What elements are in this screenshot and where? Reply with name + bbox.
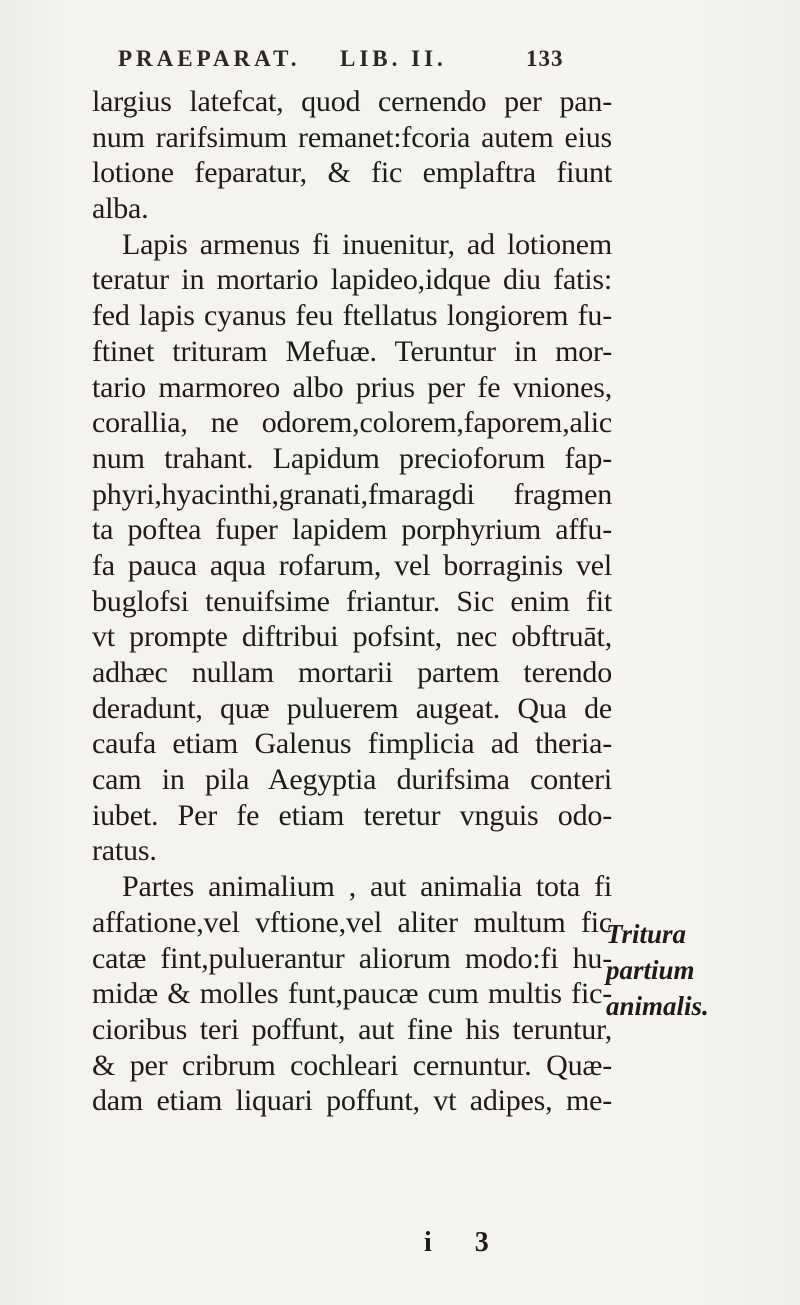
text-line: Partes animalium , aut animalia tota fi [122, 870, 612, 904]
text-line: affatione,vel vftione,vel aliter multum fic [92, 905, 612, 939]
text-line: midæ & molles funt,paucæ cum multis fic- [92, 977, 612, 1011]
text-line: lotione feparatur, & fic emplaftra fiunt [92, 156, 612, 190]
text-line: largius latefcat, quod cernendo per pan- [92, 85, 612, 118]
text-line: teratur in mortario lapideo,idque diu fatis: [92, 263, 612, 297]
text-line: num trahant. Lapidum precioforum fap- [92, 441, 612, 475]
text-line: ftinet trituram Mefuæ. Teruntur in mor- [92, 334, 612, 368]
text-line: buglofsi tenuifsime friantur. Sic enim fit [92, 584, 612, 618]
margin-note-line: animalis. [606, 991, 709, 1021]
text-line: num rarifsimum remanet:fcoria autem eius [92, 120, 612, 154]
text-line: dam etiam liquari poffunt, vt adipes, me- [92, 1084, 612, 1118]
margin-note [606, 916, 800, 1024]
text-line: caufa etiam Galenus fimplicia ad theria- [92, 727, 612, 761]
running-head-book: LIB. II. [340, 46, 447, 71]
body-text [92, 84, 612, 1119]
running-head [118, 46, 678, 86]
text-line: catæ fint,puluerantur aliorum modo:fi hu- [92, 941, 612, 975]
running-head-title: PRAEPARAT. [118, 46, 301, 71]
text-line: corallia, ne odorem,colorem,faporem,alic [92, 406, 612, 440]
text-line: ratus. [92, 834, 157, 868]
text-line: Lapis armenus fi inuenitur, ad lotionem [122, 227, 612, 261]
text-line: cioribus teri poffunt, aut fine his teruntur, [92, 1012, 612, 1046]
text-line: fa pauca aqua rofarum, vel borraginis vel [92, 548, 612, 582]
signature-mark: i 3 [424, 1227, 507, 1258]
text-line: alba. [92, 192, 149, 226]
page-number: 133 [526, 46, 564, 71]
text-line: vt prompte diftribui pofsint, nec obftruāt, [92, 620, 612, 654]
text-line: cam in pila Aegyptia durifsima conteri [92, 763, 612, 797]
text-line: phyri,hyacinthi,granati,fmaragdi fragmen [92, 477, 612, 511]
text-line: fed lapis cyanus feu ftellatus longiorem fu- [92, 299, 612, 333]
text-line: deradunt, quæ puluerem augeat. Qua de [92, 691, 612, 725]
text-line: ta poftea fuper lapidem porphyrium affu- [92, 513, 612, 547]
text-line: tario marmoreo albo prius per fe vniones, [92, 370, 612, 404]
text-line: & per cribrum cochleari cernuntur. Quæ- [92, 1048, 612, 1082]
text-line: iubet. Per fe etiam teretur vnguis odo- [92, 798, 612, 832]
margin-note-line: partium [606, 955, 695, 985]
text-line: adhæc nullam mortarii partem terendo [92, 656, 612, 689]
margin-note-line: Tritura [606, 919, 687, 949]
